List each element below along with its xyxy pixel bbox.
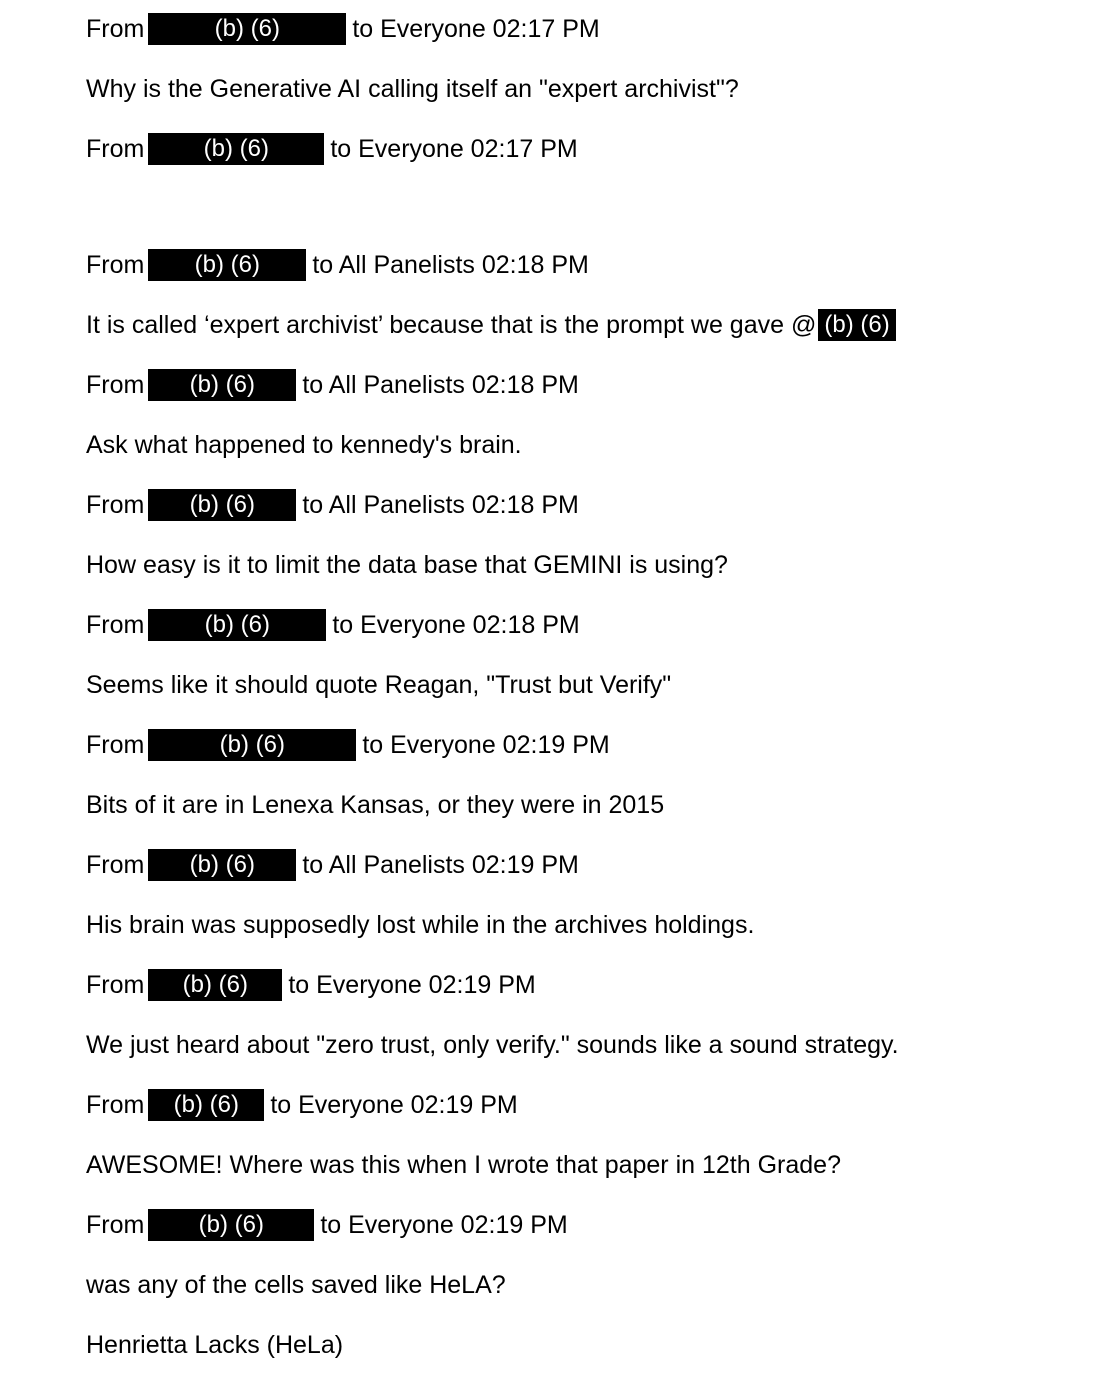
message-text: was any of the cells saved like HeLA? bbox=[86, 1271, 506, 1299]
message-header bbox=[86, 965, 536, 1005]
recipient-time: to Everyone 02:19 PM bbox=[362, 731, 610, 759]
from-label: From bbox=[86, 491, 145, 519]
redacted-sender: (b) (6) bbox=[148, 489, 296, 521]
message-text bbox=[86, 305, 896, 345]
message-header bbox=[86, 1085, 518, 1125]
redacted-sender: (b) (6) bbox=[148, 969, 282, 1001]
redacted-sender: (b) (6) bbox=[148, 729, 356, 761]
message-header bbox=[86, 725, 610, 765]
message-text: Bits of it are in Lenexa Kansas, or they were in 2015 bbox=[86, 791, 665, 819]
redacted-sender: (b) (6) bbox=[148, 249, 306, 281]
redacted-mention: (b) (6) bbox=[818, 309, 895, 341]
from-label: From bbox=[86, 971, 145, 999]
recipient-time: to Everyone 02:19 PM bbox=[288, 971, 536, 999]
message-header bbox=[86, 485, 579, 525]
from-label: From bbox=[86, 611, 145, 639]
message-text: Seems like it should quote Reagan, "Trust but Verify" bbox=[86, 671, 672, 699]
redacted-sender: (b) (6) bbox=[148, 13, 346, 45]
message-text: We just heard about "zero trust, only verify." sounds like a sound strategy. bbox=[86, 1031, 899, 1059]
message-text: How easy is it to limit the data base that GEMINI is using? bbox=[86, 551, 728, 579]
message-header bbox=[86, 245, 589, 285]
from-label: From bbox=[86, 15, 145, 43]
recipient-time: to Everyone 02:19 PM bbox=[320, 1211, 568, 1239]
message-text: Why is the Generative AI calling itself an "expert archivist"? bbox=[86, 75, 739, 103]
recipient-time: to Everyone 02:17 PM bbox=[330, 135, 578, 163]
from-label: From bbox=[86, 135, 145, 163]
from-label: From bbox=[86, 371, 145, 399]
redacted-sender: (b) (6) bbox=[148, 1209, 314, 1241]
message-header bbox=[86, 845, 579, 885]
message-body: It is called ‘expert archivist’ because that is the prompt we gave @ bbox=[86, 311, 817, 339]
recipient-time: to All Panelists 02:18 PM bbox=[302, 491, 579, 519]
from-label: From bbox=[86, 1211, 145, 1239]
recipient-time: to Everyone 02:19 PM bbox=[270, 1091, 518, 1119]
recipient-time: to Everyone 02:17 PM bbox=[352, 15, 600, 43]
message-header bbox=[86, 129, 578, 169]
from-label: From bbox=[86, 251, 145, 279]
from-label: From bbox=[86, 1091, 145, 1119]
redacted-sender: (b) (6) bbox=[148, 1089, 264, 1121]
message-header bbox=[86, 9, 600, 49]
redacted-sender: (b) (6) bbox=[148, 133, 324, 165]
message-text: His brain was supposedly lost while in the archives holdings. bbox=[86, 911, 755, 939]
recipient-time: to All Panelists 02:18 PM bbox=[312, 251, 589, 279]
message-header bbox=[86, 365, 579, 405]
recipient-time: to All Panelists 02:19 PM bbox=[302, 851, 579, 879]
message-header bbox=[86, 605, 580, 645]
from-label: From bbox=[86, 851, 145, 879]
from-label: From bbox=[86, 731, 145, 759]
recipient-time: to All Panelists 02:18 PM bbox=[302, 371, 579, 399]
message-text: Ask what happened to kennedy's brain. bbox=[86, 431, 522, 459]
message-header bbox=[86, 1205, 568, 1245]
message-text-continued: Henrietta Lacks (HeLa) bbox=[86, 1331, 344, 1359]
message-text: AWESOME! Where was this when I wrote that paper in 12th Grade? bbox=[86, 1151, 841, 1179]
redacted-sender: (b) (6) bbox=[148, 849, 296, 881]
redacted-sender: (b) (6) bbox=[148, 609, 326, 641]
redacted-sender: (b) (6) bbox=[148, 369, 296, 401]
recipient-time: to Everyone 02:18 PM bbox=[332, 611, 580, 639]
